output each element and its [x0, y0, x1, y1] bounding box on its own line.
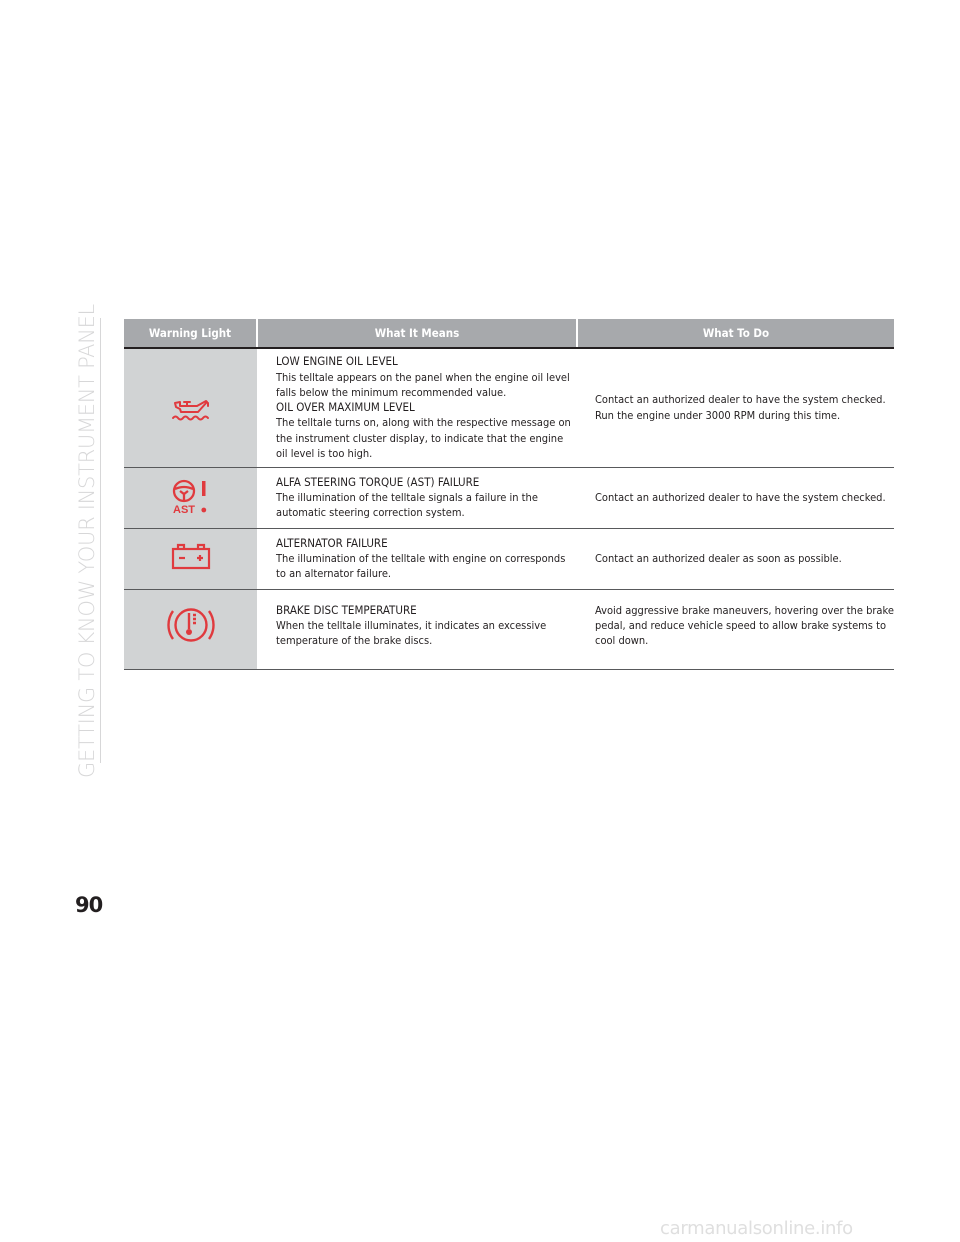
warning-light-cell [124, 528, 257, 589]
meaning-text: The illumination of the telltale with engine on corresponds to an alternator failure. [276, 551, 566, 581]
meaning-heading: OIL OVER MAXIMUM LEVEL [276, 400, 415, 415]
header-what-it-means: What It Means [257, 319, 577, 348]
footer-watermark: carmanualsonline.info [660, 1218, 853, 1239]
table-row [124, 528, 894, 589]
table-row [124, 467, 894, 528]
ast-label: AST [172, 503, 195, 515]
table-row [124, 348, 894, 467]
meaning-heading: BRAKE DISC TEMPERATURE [276, 602, 417, 617]
side-divider [100, 318, 101, 763]
meaning-heading: ALTERNATOR FAILURE [276, 535, 388, 550]
section-side-title-text: GETTING TO KNOW YOUR INSTRUMENT PANEL [75, 303, 100, 778]
header-warning-light: Warning Light [124, 319, 257, 348]
table-row [124, 589, 894, 669]
warning-light-cell [124, 589, 257, 669]
meaning-heading: LOW ENGINE OIL LEVEL [276, 354, 398, 369]
meaning-cell [257, 528, 577, 589]
steering-wheel-ast-icon [168, 479, 214, 515]
table-header-row [124, 319, 894, 348]
what-to-do-cell: Avoid aggressive brake maneuvers, hovering over the brake pedal, and reduce vehicle speed to allow brake systems to cool down. [577, 589, 894, 669]
what-to-do-cell: Contact an authorized dealer as soon as possible. [577, 528, 894, 589]
oil-can-icon [170, 396, 212, 422]
what-to-do-cell: Contact an authorized dealer to have the system checked. [577, 467, 894, 528]
page-number: 90 [75, 893, 103, 917]
warning-light-cell [124, 467, 257, 528]
what-to-do-cell: Contact an authorized dealer to have the system checked. Run the engine under 3000 RPM during this time. [577, 348, 894, 467]
meaning-text: The telltale turns on, along with the respective message on the instrument cluster display, to indicate that the engine oil level is too high. [276, 416, 571, 460]
battery-icon [170, 543, 212, 571]
meaning-heading: ALFA STEERING TORQUE (AST) FAILURE [276, 474, 480, 489]
meaning-cell [257, 589, 577, 669]
section-side-title [72, 303, 102, 778]
header-what-to-do: What To Do [577, 319, 894, 348]
brake-disc-temperature-icon [164, 602, 218, 648]
meaning-text: The illumination of the telltale signals a failure in the automatic steering correction system. [276, 490, 538, 520]
meaning-cell [257, 348, 577, 467]
meaning-text: This telltale appears on the panel when the engine oil level falls below the minimum recommended value. [276, 370, 570, 399]
meaning-text: When the telltale illuminates, it indicates an excessive temperature of the brake discs. [276, 618, 547, 648]
warning-light-cell [124, 348, 257, 467]
warning-lights-table [124, 319, 894, 670]
meaning-cell [257, 467, 577, 528]
